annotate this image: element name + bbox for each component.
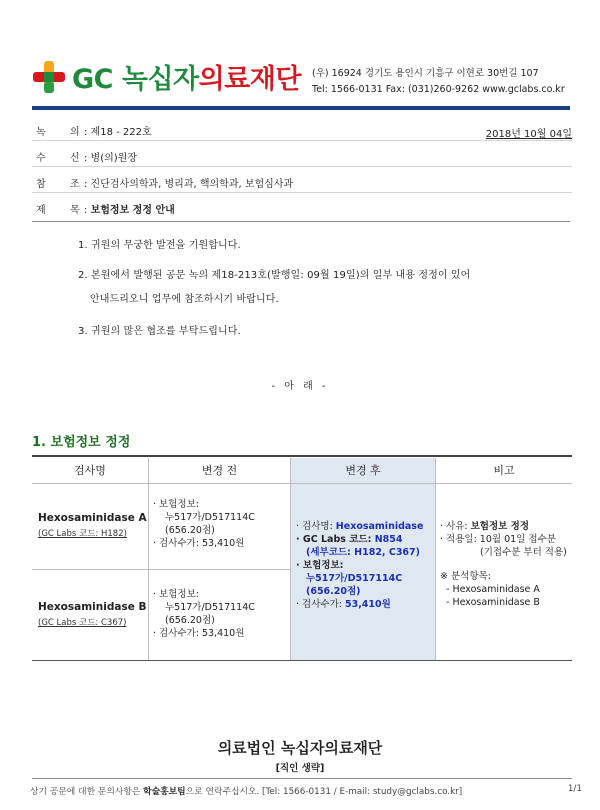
- doc-date: 2018년 10월 04일: [485, 129, 572, 140]
- recipient: : 병(의)원장: [84, 153, 137, 164]
- gc-code: (GC Labs 코드: C367): [38, 618, 127, 628]
- cross-logo-icon: [32, 60, 66, 94]
- recipient-row: 수 신 : 병(의)원장: [32, 140, 572, 167]
- reference-row: 참 조 : 진단검사의학과, 병리과, 핵의학과, 보험심사과: [32, 166, 572, 193]
- footer-divider: [32, 778, 572, 779]
- header-address: [312, 66, 565, 98]
- header-before: 변경 전: [201, 464, 238, 477]
- paragraph-1: 1. 귀원의 무궁한 발전을 기원합니다.: [78, 240, 241, 251]
- paragraph-2-line-1: 2. 본원에서 발행된 공문 녹의 제18-213호(발행일: 09월 19일)의 일부 내용 정정이 있어: [78, 270, 471, 281]
- col-divider-3: [435, 458, 436, 660]
- table-row-1-name: [38, 512, 147, 539]
- col-divider-2: [290, 458, 291, 660]
- table-row-2-name: [38, 601, 146, 628]
- page-number: 1/1: [567, 784, 582, 794]
- meta-divider: [32, 221, 570, 222]
- table-bottom-border: [32, 660, 572, 661]
- logo-text: GC 녹십자의료재단: [72, 64, 301, 95]
- table-row-1-before: · 보험정보: 누517가/D517114C (656.20점) · 검사수가: 53,410원: [153, 499, 255, 549]
- subject-row: 제 목 : 보험정보 정정 안내: [32, 192, 572, 218]
- footer-contact: 상기 공문에 대한 문의사항은 학술홍보팀으로 연락주십시오. [Tel: 1566-0131 / E-mail: study@gclabs.co.kr]: [30, 787, 463, 797]
- doc-number-row: 녹 의 : 제18 - 222호: [32, 114, 572, 141]
- organization-name: 의료법인 녹십자의료재단: [217, 739, 383, 757]
- reference: : 진단검사의학과, 병리과, 핵의학과, 보험심사과: [84, 179, 294, 190]
- header-remarks: 비고: [493, 464, 515, 477]
- address-line: (우) 16924 경기도 용인시 기흥구 이현로 30번길 107: [312, 68, 539, 79]
- header-bottom-line: [32, 483, 572, 484]
- paragraph-3: 3. 귀원의 많은 협조를 부탁드립니다.: [78, 326, 241, 337]
- col-divider-1: [148, 458, 149, 660]
- header-test-name: 검사명: [74, 464, 106, 477]
- doc-number: : 제18 - 222호: [84, 127, 152, 138]
- table-after-cell: · 검사명: Hexosaminidase · GC Labs 코드: N854 (세부코드: H182, C367) · 보험정보: 누517가/D517114C (656.20점) · 검사수가: 53,410원: [296, 521, 424, 610]
- header-after: 변경 후: [291, 458, 435, 483]
- table-top-border: [32, 455, 572, 457]
- test-name: Hexosaminidase B: [38, 601, 147, 613]
- table-row-2-before: · 보험정보: 누517가/D517114C (656.20점) · 검사수가: 53,410원: [153, 589, 255, 639]
- contact-line: Tel: 1566-0131 Fax: (031)260-9262 www.gclabs.co.kr: [312, 84, 565, 95]
- gc-labs-logo: [32, 57, 301, 96]
- table-remarks-cell: · 사유: 보험정보 정정 · 적용일: 10월 01일 접수분 (기접수분 부터 적용) ※ 분석항목: - Hexosaminidase A - Hexosaminidase B: [440, 521, 567, 608]
- test-name: Hexosaminidase A: [38, 512, 147, 524]
- details-heading: - 아 래 -: [271, 381, 329, 392]
- row-divider: [32, 569, 290, 570]
- header-divider: [32, 106, 570, 110]
- paragraph-2-line-2: 안내드리오니 업무에 참조하시기 바랍니다.: [90, 294, 279, 305]
- section-title: 1. 보험정보 정정: [32, 435, 131, 450]
- subject: : 보험정보 정정 안내: [84, 205, 175, 216]
- gc-code: (GC Labs 코드: H182): [38, 529, 127, 539]
- seal-note: [직인 생략]: [275, 763, 325, 774]
